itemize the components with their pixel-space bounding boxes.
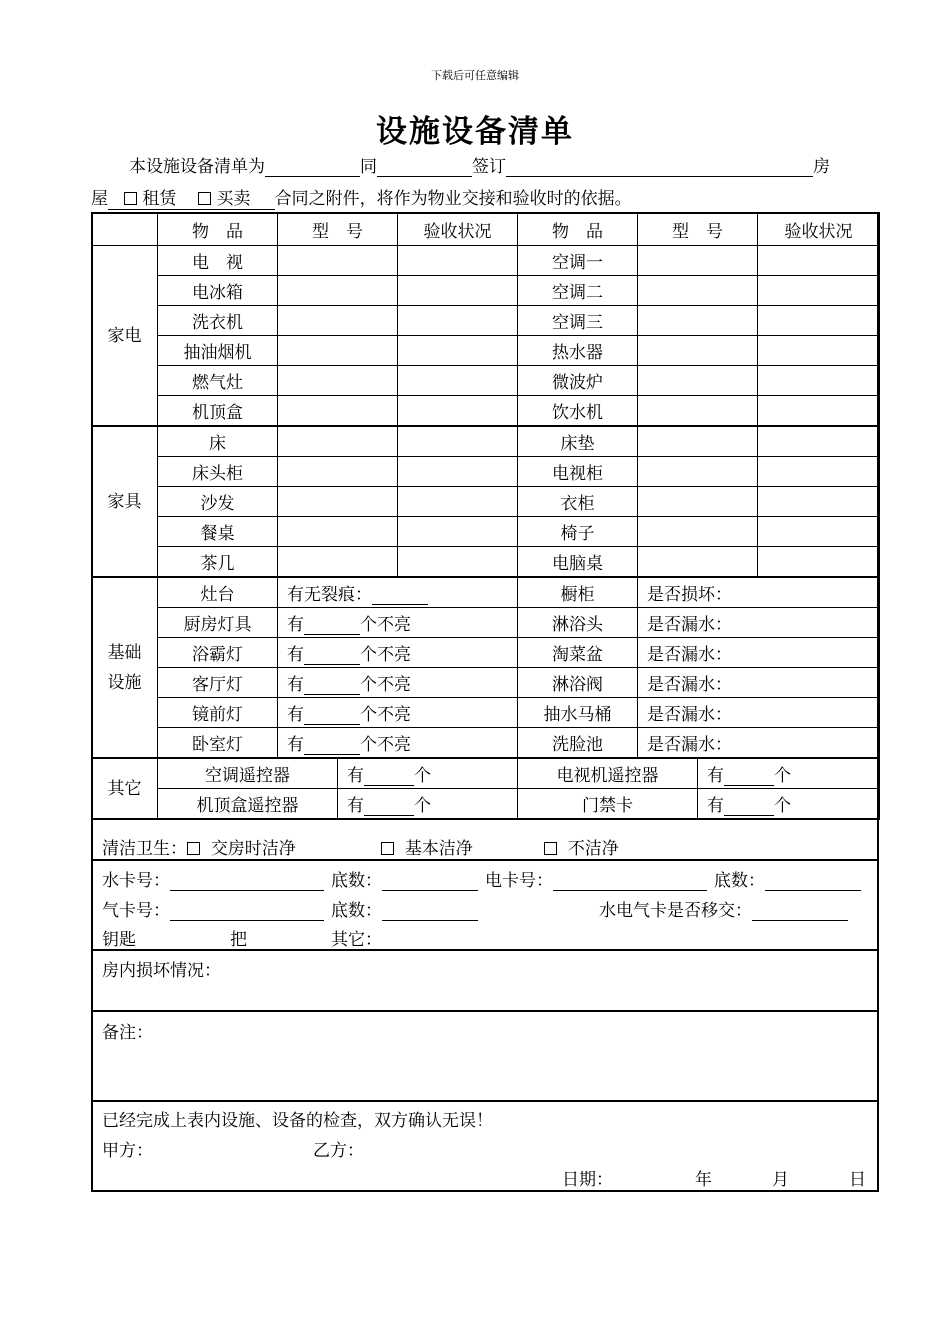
water-reading-label: 底数： [331,871,382,891]
cleaning-option-basic [381,834,473,859]
date-month: 月 [772,1170,789,1190]
status-cell[interactable] [398,246,518,276]
status-cell[interactable] [758,457,880,487]
header-item-right: 物 品 [518,213,638,246]
keys-label: 钥匙 [102,930,136,950]
status-field[interactable] [278,728,518,759]
remarks-section[interactable] [91,1012,879,1102]
header-item-left: 物 品 [158,213,278,246]
fill-blank[interactable] [364,798,414,816]
status-label: 有无裂痕： [287,585,372,605]
damage-section[interactable] [91,951,879,1012]
header-empty [92,213,158,246]
status-suffix: 个不亮 [360,645,411,665]
water-reading-row [331,866,478,891]
table-row [92,336,880,366]
table-row [92,276,880,306]
electric-card-blank[interactable] [553,873,707,891]
water-card-label: 水卡号： [102,871,170,891]
table-row [92,457,880,487]
model-cell[interactable] [638,306,758,336]
status-cell[interactable] [398,276,518,306]
table-row [92,698,880,728]
cleaning-option-not [544,834,619,859]
model-cell[interactable] [278,276,398,306]
category-facilities-line1: 基础 [107,642,142,663]
item-name: 橱柜 [518,577,638,608]
status-cell[interactable] [398,306,518,336]
table-row [92,517,880,547]
category-furniture: 家具 [92,426,158,577]
checkbox-rent[interactable] [124,192,137,205]
item-name: 镜前灯 [158,698,278,728]
intro-qianding: 签订 [472,157,506,177]
header-status-right: 验收状况 [758,213,880,246]
gas-reading-blank[interactable] [382,903,478,921]
model-cell[interactable] [638,336,758,366]
other-row [331,925,842,950]
have-label: 有 [707,796,724,816]
status-field[interactable] [278,668,518,698]
item-name: 茶几 [158,547,278,578]
intro-tong: 同 [360,157,377,177]
count-field[interactable] [698,758,880,789]
fill-blank[interactable] [364,768,414,786]
model-cell[interactable] [278,396,398,427]
option-rent: 租赁 [142,189,177,209]
status-cell[interactable] [398,517,518,547]
status-label: 有 [287,705,304,725]
status-cell[interactable] [758,366,880,396]
model-cell[interactable] [638,246,758,276]
model-cell[interactable] [638,396,758,427]
model-cell[interactable] [638,366,758,396]
status-suffix: 个不亮 [360,615,411,635]
fill-blank[interactable] [724,768,774,786]
item-name: 床垫 [518,426,638,457]
keys-unit: 把 [230,930,247,950]
status-cell[interactable] [758,276,880,306]
card-transfer-label: 水电气卡是否移交： [599,901,752,921]
table-row [92,426,880,457]
property-blank[interactable] [506,158,813,177]
item-name: 电冰箱 [158,276,278,306]
table-row [92,728,880,759]
party-b-label[interactable]: 乙方： [313,1141,364,1161]
checkbox-not-clean[interactable] [544,842,557,855]
model-cell[interactable] [638,487,758,517]
card-transfer-row [599,896,848,921]
item-name: 电脑桌 [518,547,638,578]
checkbox-basic-clean[interactable] [381,842,394,855]
item-name: 门禁卡 [518,789,698,820]
remarks-label: 备注： [102,1023,153,1043]
water-card-blank[interactable] [170,873,324,891]
item-name: 淋浴头 [518,608,638,638]
status-cell[interactable] [398,396,518,427]
status-cell[interactable] [758,336,880,366]
water-card-row [102,866,324,891]
cleaning-section [91,830,879,861]
item-name: 洗衣机 [158,306,278,336]
equipment-table [91,212,880,820]
table-row [92,547,880,578]
status-field[interactable]: 是否漏水： [638,668,880,698]
item-name: 热水器 [518,336,638,366]
status-field[interactable]: 是否漏水： [638,728,880,759]
intro-fang: 房 [813,157,830,177]
intro-prefix: 本设施设备清单为 [129,157,265,177]
unit-label: 个 [774,796,791,816]
item-name: 淘菜盆 [518,638,638,668]
item-name: 空调三 [518,306,638,336]
table-row [92,638,880,668]
fill-blank[interactable] [304,647,360,665]
item-name: 空调二 [518,276,638,306]
header-status-left: 验收状况 [398,213,518,246]
gas-reading-row [331,896,478,921]
status-cell[interactable] [758,547,880,578]
status-label: 有 [287,675,304,695]
fill-blank[interactable] [304,737,360,755]
confirm-statement: 已经完成上表内设施、设备的检查，双方确认无误！ [102,1111,493,1131]
status-cell[interactable] [758,426,880,457]
status-label: 有 [287,645,304,665]
model-cell[interactable] [278,336,398,366]
status-cell[interactable] [398,336,518,366]
status-field[interactable] [278,698,518,728]
party-a-label[interactable]: 甲方： [102,1141,153,1161]
other-label: 其它： [331,930,382,950]
item-name: 洗脸池 [518,728,638,759]
intro-suffix: 合同之附件，将作为物业交接和验收时的依据。 [274,189,632,209]
unit-label: 个 [414,796,431,816]
model-cell[interactable] [278,487,398,517]
item-name: 抽油烟机 [158,336,278,366]
have-label: 有 [707,766,724,786]
item-name: 沙发 [158,487,278,517]
header-model-left: 型 号 [278,213,398,246]
status-field[interactable] [278,638,518,668]
item-name: 衣柜 [518,487,638,517]
item-name: 餐桌 [158,517,278,547]
option-not-clean: 不洁净 [567,839,619,859]
status-suffix: 个不亮 [360,675,411,695]
model-cell[interactable] [278,246,398,276]
item-name: 燃气灶 [158,366,278,396]
header-note: 下载后可任意编辑 [431,69,519,82]
item-name: 电 视 [158,246,278,276]
table-row [92,306,880,336]
option-clean: 交房时洁净 [210,839,296,859]
card-transfer-blank[interactable] [752,903,848,921]
fill-blank[interactable] [304,617,360,635]
table-row [92,396,880,427]
item-name: 淋浴阀 [518,668,638,698]
status-label: 有 [287,735,304,755]
table-row [92,487,880,517]
electric-reading-label: 底数： [714,871,765,891]
status-cell[interactable] [758,246,880,276]
status-cell[interactable] [398,487,518,517]
status-cell[interactable] [398,426,518,457]
status-suffix: 个不亮 [360,735,411,755]
item-name: 厨房灯具 [158,608,278,638]
gas-card-blank[interactable] [170,903,324,921]
option-sale: 买卖 [216,189,251,209]
count-field[interactable] [698,789,880,820]
table-header-row [92,213,880,246]
model-cell[interactable] [638,276,758,306]
keys-row [102,925,247,950]
category-appliances: 家电 [92,246,158,427]
status-cell[interactable] [758,396,880,427]
confirm-section [91,1102,879,1192]
table-row [92,758,880,789]
gas-card-label: 气卡号： [102,901,170,921]
item-name: 电视机遥控器 [518,758,698,789]
fill-blank[interactable] [304,707,360,725]
item-name: 床 [158,426,278,457]
item-name: 浴霸灯 [158,638,278,668]
model-cell[interactable] [638,517,758,547]
header-model-right: 型 号 [638,213,758,246]
damage-label: 房内损坏情况： [102,961,221,981]
item-name: 空调遥控器 [158,758,338,789]
page-title: 设施设备清单 [376,114,574,150]
category-facilities-line2: 设施 [107,672,142,693]
meters-section [91,861,879,951]
unit-label: 个 [774,766,791,786]
model-cell[interactable] [278,517,398,547]
model-cell[interactable] [638,426,758,457]
model-cell[interactable] [278,426,398,457]
category-others: 其它 [92,758,158,819]
table-row [92,789,880,820]
cleaning-row [102,834,296,859]
status-field[interactable]: 是否漏水： [638,638,880,668]
checkbox-sale[interactable] [198,192,211,205]
item-name: 椅子 [518,517,638,547]
count-field[interactable] [338,758,518,789]
table-row [92,608,880,638]
table-row [92,668,880,698]
date-label[interactable]: 日期： [562,1170,613,1190]
water-reading-blank[interactable] [382,873,478,891]
status-cell[interactable] [758,487,880,517]
status-cell[interactable] [398,457,518,487]
status-cell[interactable] [398,366,518,396]
intro-wu: 屋 [91,189,108,209]
item-name: 抽水马桶 [518,698,638,728]
status-cell[interactable] [758,517,880,547]
electric-card-row [485,866,707,891]
table-row [92,366,880,396]
model-cell[interactable] [278,366,398,396]
intro-line-2 [91,184,632,209]
item-name: 机顶盒遥控器 [158,789,338,820]
model-cell[interactable] [638,547,758,578]
model-cell[interactable] [278,306,398,336]
status-field[interactable] [278,608,518,638]
item-name: 床头柜 [158,457,278,487]
party-blank-2[interactable] [377,158,472,177]
model-cell[interactable] [278,457,398,487]
status-field[interactable] [278,577,518,608]
electric-card-label: 电卡号： [485,871,553,891]
gas-card-row [102,896,324,921]
option-basic-clean: 基本洁净 [404,839,473,859]
electric-reading-blank[interactable] [765,873,861,891]
status-field[interactable]: 是否损坏： [638,577,880,608]
have-label: 有 [347,796,364,816]
model-cell[interactable] [638,457,758,487]
gas-reading-label: 底数： [331,901,382,921]
item-name: 卧室灯 [158,728,278,759]
date-day: 日 [849,1170,866,1190]
fill-blank[interactable] [304,677,360,695]
item-name: 饮水机 [518,396,638,427]
status-label: 有 [287,615,304,635]
keys-blank[interactable] [136,932,230,950]
table-row [92,246,880,276]
item-name: 微波炉 [518,366,638,396]
fill-blank[interactable] [724,798,774,816]
status-cell[interactable] [398,547,518,578]
item-name: 机顶盒 [158,396,278,427]
item-name: 灶台 [158,577,278,608]
party-blank-1[interactable] [265,158,360,177]
status-cell[interactable] [758,306,880,336]
unit-label: 个 [414,766,431,786]
model-cell[interactable] [278,547,398,578]
table-row [92,577,880,608]
category-facilities [92,577,158,758]
cleaning-label: 清洁卫生： [102,839,187,859]
electric-reading-row [714,866,861,891]
intro-line-1 [129,152,830,177]
status-suffix: 个不亮 [360,705,411,725]
fill-blank[interactable] [372,587,428,605]
item-name: 空调一 [518,246,638,276]
status-field[interactable]: 是否漏水： [638,698,880,728]
item-name: 客厅灯 [158,668,278,698]
count-field[interactable] [338,789,518,820]
date-year: 年 [695,1170,712,1190]
status-field[interactable]: 是否漏水： [638,608,880,638]
have-label: 有 [347,766,364,786]
item-name: 电视柜 [518,457,638,487]
contract-type-options [108,189,275,210]
other-blank[interactable] [382,932,842,950]
checkbox-clean[interactable] [187,842,200,855]
